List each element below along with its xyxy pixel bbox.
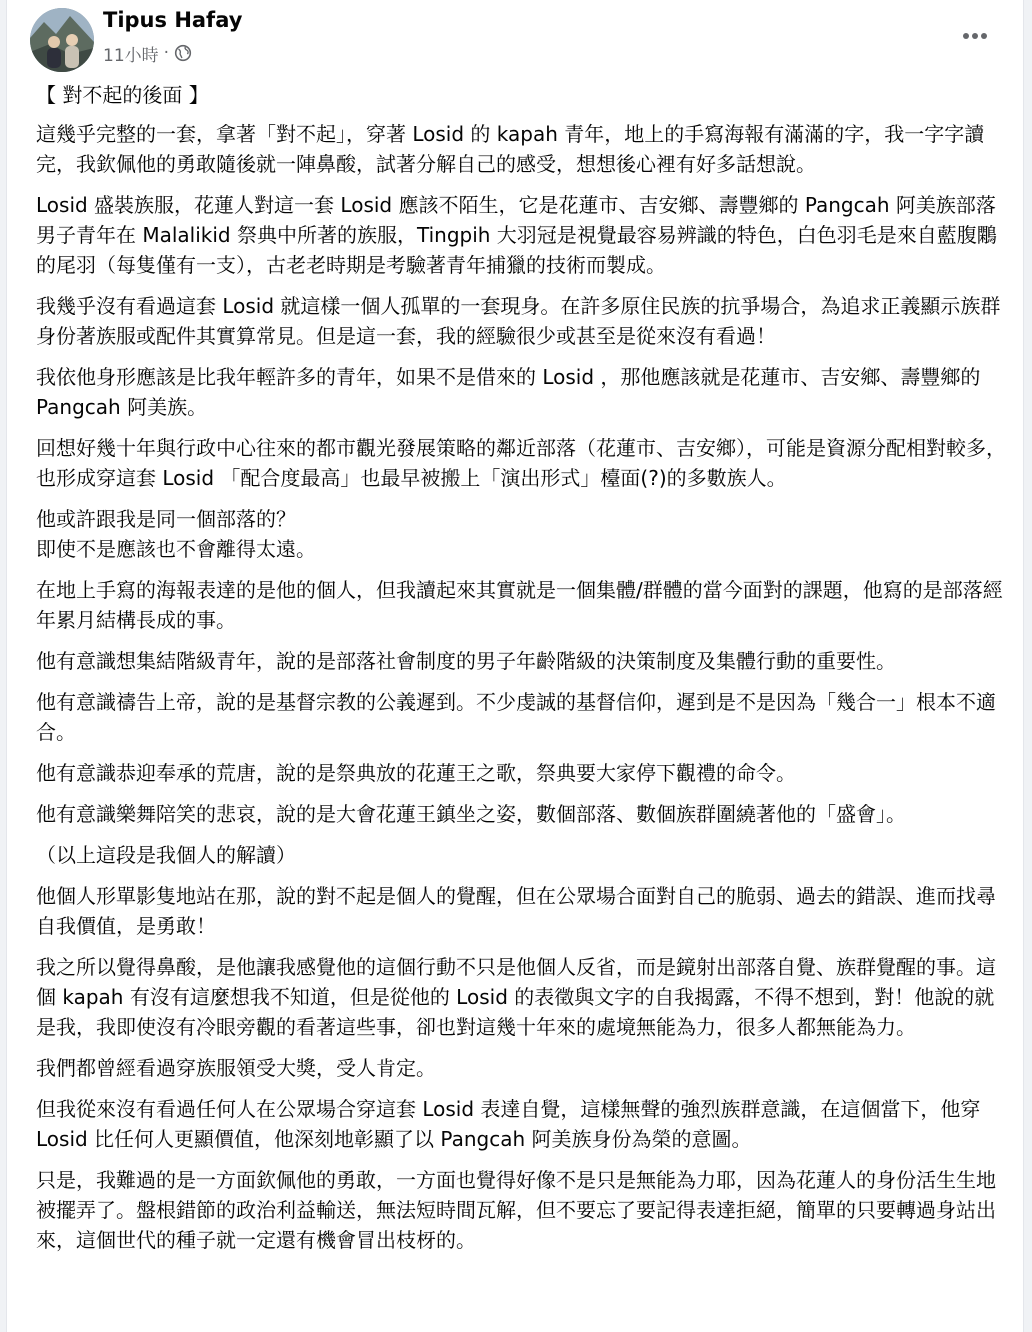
more-options-icon — [962, 32, 988, 40]
post-body — [36, 80, 1011, 1266]
post-paragraph: 他有意識想集結階級青年，說的是部落社會制度的男子年齡階級的決策制度及集體行動的重要性。 — [36, 649, 896, 673]
author-name[interactable]: Tipus Hafay — [103, 8, 243, 32]
post-paragraph: 我們都曾經看過穿族服領受大獎，受人肯定。 — [36, 1056, 436, 1080]
post-paragraph: Losid 盛裝族服，花蓮人對這一套 Losid 應該不陌生，它是花蓮市、吉安鄉、壽豐鄉的 Pangcah 阿美族部落男子青年在 Malalikid 祭典中所著的族服，Tingpih 大羽冠是視覺最容易辨識的特色，白色羽毛是來自藍腹鷴的尾羽（每隻僅有一支），古老老時期是考驗著青年捕獵的技術而製成。 — [36, 193, 997, 277]
post-paragraph: 我依他身形應該是比我年輕許多的青年，如果不是借來的 Losid ，那他應該就是花蓮市、吉安鄉、壽豐鄉的 Pangcah 阿美族。 — [36, 365, 981, 419]
post-paragraph: 他有意識恭迎奉承的荒唐，說的是祭典放的花蓮王之歌，祭典要大家停下觀禮的命令。 — [36, 761, 796, 785]
post-header — [7, 0, 1023, 80]
post-paragraph: 只是，我難過的是一方面欽佩他的勇敢，一方面也覺得好像不是只是無能為力耶，因為花蓮人的身份活生生地被擺弄了。盤根錯節的政治利益輸送，無法短時間瓦解，但不要忘了要記得表達拒絕，簡單的只要轉過身站出來，這個世代的種子就一定還有機會冒出枝枒的。 — [36, 1168, 996, 1252]
post-paragraph: 回想好幾十年與行政中心往來的都市觀光發展策略的鄰近部落（花蓮市、吉安鄉），可能是資源分配相對較多，也形成穿這套 Losid 「配合度最高」也最早被搬上「演出形式」檯面(?)的多數族人。 — [36, 436, 1006, 490]
avatar[interactable] — [30, 8, 94, 72]
post-paragraph: 他個人形單影隻地站在那，說的對不起是個人的覺醒，但在公眾場合面對自己的脆弱、過去的錯誤、進而找尋自我價值，是勇敢！ — [36, 884, 996, 938]
post-timestamp[interactable]: 11小時 — [103, 45, 159, 66]
post-card — [6, 0, 1024, 1332]
post-paragraph: 但我從來沒有看過任何人在公眾場合穿這套 Losid 表達自覺，這樣無聲的強烈族群意識，在這個當下，他穿 Losid 比任何人更顯價值，他深刻地彰顯了以 Pangcah 阿美族身份為榮的意圖。 — [36, 1097, 981, 1151]
more-options-button[interactable] — [957, 22, 993, 50]
post-title: 【 對不起的後面 】 — [36, 83, 209, 107]
post-meta — [103, 42, 192, 64]
post-paragraph: 他有意識樂舞陪笑的悲哀，說的是大會花蓮王鎮坐之姿，數個部落、數個族群圍繞著他的「盛會」。 — [36, 802, 906, 826]
post-paragraph: 他有意識禱告上帝，說的是基督宗教的公義遲到。不少虔誠的基督信仰，遲到是不是因為「幾合一」根本不適合。 — [36, 690, 996, 744]
post-paragraph: 我之所以覺得鼻酸，是他讓我感覺他的這個行動不只是他個人反省，而是鏡射出部落自覺、族群覺醒的事。這個 kapah 有沒有這麼想我不知道，但是從他的 Losid 的表徵與文字的自我揭露，不得不想到，對！他說的就是我，我即使沒有冷眼旁觀的看著這些事，卻也對這幾十年來的處境無能為力，很多人都無能為力。 — [36, 955, 996, 1039]
globe-icon[interactable] — [174, 44, 192, 62]
post-paragraph: 我幾乎沒有看過這套 Losid 就這樣一個人孤單的一套現身。在許多原住民族的抗爭場合，為追求正義顯示族群身份著族服或配件其實算常見。但是這一套，我的經驗很少或甚至是從來沒有看過！ — [36, 294, 1001, 348]
meta-separator: · — [163, 43, 170, 63]
post-paragraph: （以上這段是我個人的解讀） — [36, 843, 296, 867]
post-paragraph: 他或許跟我是同一個部落的？ 即使不是應該也不會離得太遠。 — [36, 507, 316, 561]
post-paragraph: 在地上手寫的海報表達的是他的個人，但我讀起來其實就是一個集體/群體的當今面對的課題，他寫的是部落經年累月結構長成的事。 — [36, 578, 1003, 632]
post-paragraph: 這幾乎完整的一套，拿著「對不起」，穿著 Losid 的 kapah 青年，地上的手寫海報有滿滿的字，我一字字讀完，我欽佩他的勇敢隨後就一陣鼻酸，試著分解自己的感受，想想後心裡有好多話想說。 — [36, 122, 985, 176]
avatar-photo — [30, 8, 94, 72]
